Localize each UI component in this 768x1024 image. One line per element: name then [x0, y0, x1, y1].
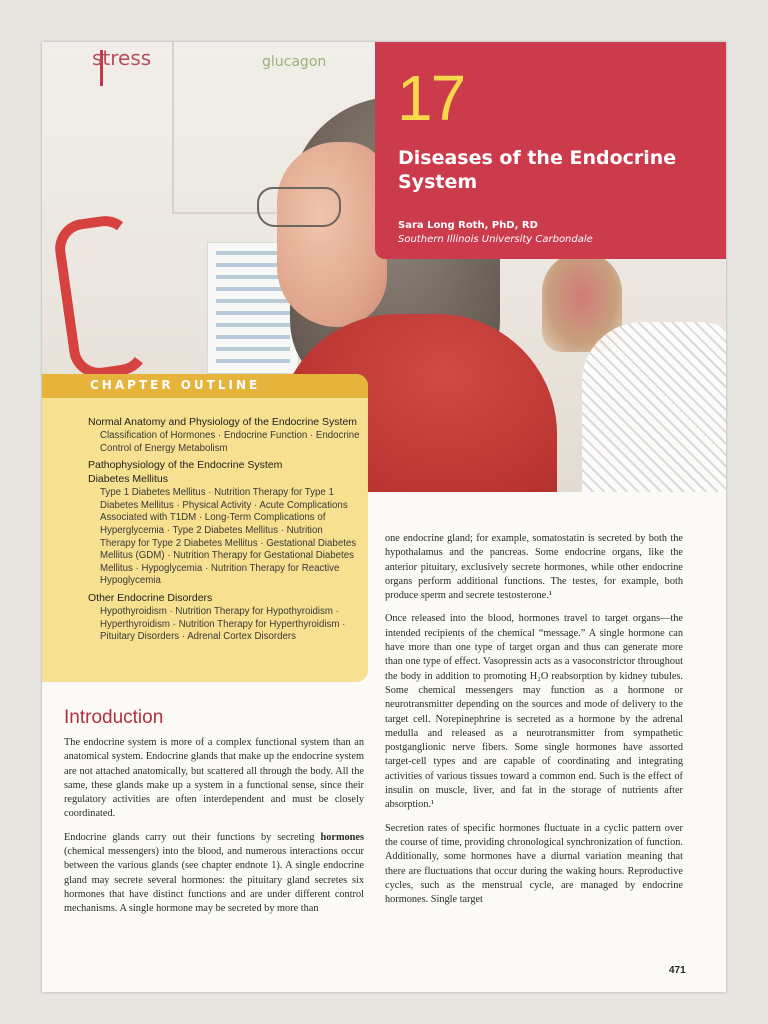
paragraph: one endocrine gland; for example, somatostatin is secreted by both the hypothalamus and the pancreas. Some endocrine organs, like the anterior pituitary, exclusively secrete hormones, while other endocrine organs perform additional functions. The testes, for example, both produce sperm and secrete testosterone.¹: [385, 533, 683, 602]
left-text-column: [64, 736, 364, 926]
outline-section-items: Hypothyroidism · Nutrition Therapy for Hypothyroidism · Hyperthyroidism · Nutrition Therapy for Hyperthyroidism · Pituitary Disorders · Adrenal Cortex Disorders: [100, 605, 346, 643]
person-face: [277, 142, 387, 327]
book-page: [42, 42, 726, 992]
right-text-column: [385, 532, 683, 916]
chapter-number: 17: [397, 62, 465, 134]
handwriting-glucagon: glucagon: [262, 54, 327, 70]
outline-section-title: Normal Anatomy and Physiology of the Endocrine System: [88, 416, 358, 428]
outline-section-title: Other Endocrine Disorders: [88, 591, 213, 604]
outline-heading: CHAPTER OUTLINE: [90, 378, 261, 392]
author-affiliation: Southern Illinois University Carbondale: [398, 234, 593, 245]
outline-section-items: Type 1 Diabetes Mellitus · Nutrition Therapy for Type 1 Diabetes Mellitus · Physical Activity · Acute Complications Associated with T1DM · Long-Term Complications of Hyperglycemia · Type 2 Diabetes Mellitus · Nutrition Therapy for Type 2 Diabetes Mellitus · Gestational Diabetes Mellitus (GDM) · Nutrition Therapy for Gestational Diabetes Mellitus · Hypoglycemia · Nutrition Therapy for Reactive Hypoglycemia: [100, 487, 357, 587]
chapter-outline-box: [42, 374, 368, 682]
paragraph-text: (chemical messengers) into the blood, and numerous interactions occur between the various glands (see chapter endnote 1). A single endocrine gland may secrete several hormones: the pituitary gland secretes six hormones that have distinct functions and are under different control mechanisms. A single hormone may be secreted by more than: [64, 846, 364, 915]
wicker-chair: [582, 322, 726, 492]
chapter-author: Sara Long Roth, PhD, RD: [398, 220, 538, 231]
outline-body: [88, 416, 360, 648]
outline-header-bar: [42, 374, 368, 398]
paragraph: Secretion rates of specific hormones fluctuate in a cyclic pattern over the course of time, providing chronological synchronization of function. Additionally, some hormones have a diurnal variation meaning that there are fluctuations that occur during the waking hours. Reproductive cycles, such as the menstrual cycle, are managed by endocrine hormones. Single target: [385, 822, 683, 906]
handwriting-stress: stress: [92, 46, 152, 70]
heart-model: [51, 212, 152, 382]
paragraph: The endocrine system is more of a complex functional system than an anatomical system. Endocrine glands that make up the endocrine system are not attached anatomically, but scattered all through the body. All the same, these glands make up a system in a functional sense, since their regulatory activities are often interdependent and must be closely coordinated.: [64, 737, 364, 820]
eyeglasses: [257, 187, 341, 227]
paragraph: Once released into the blood, hormones travel to target organs—the intended recipients of the chemical “message.” A single hormone can have more than one type of target organ and thus can generate more than one type of effect. Vasopressin acts as a vasoconstrictor throughout the body in addition to promoting H₂O reabsorption by kidney tubules. Some chemical messengers may function as a hormone or neurotransmitter depending on the sources and mode of delivery to the target cell. Norepinephrine is secreted as a hormone by the adrenal medulla and released as a neurotransmitter from sympathetic postganglionic nerve fibers. Some single hormones have assorted target-cell types and are capable of coordinating and integrating activities of various tissues toward a common end. Such is the effect of insulin on muscle, liver, and fat in the storage of nutrients after absorption.¹: [385, 613, 683, 811]
outline-section-items: Classification of Hormones · Endocrine Function · Endocrine Control of Energy Metabolism: [100, 430, 360, 454]
paragraph: [64, 831, 364, 917]
outline-section-title: Pathophysiology of the Endocrine System: [88, 459, 283, 472]
key-term-hormones: hormones: [320, 831, 364, 843]
page-number: 471: [669, 965, 686, 976]
paragraph-text: Endocrine glands carry out their functions by secreting: [64, 831, 321, 843]
outline-section-title: Diabetes Mellitus: [88, 473, 168, 486]
introduction-heading: Introduction: [64, 707, 164, 728]
chapter-title: Diseases of the Endocrine System: [398, 147, 677, 193]
chapter-title-box: [375, 42, 726, 259]
